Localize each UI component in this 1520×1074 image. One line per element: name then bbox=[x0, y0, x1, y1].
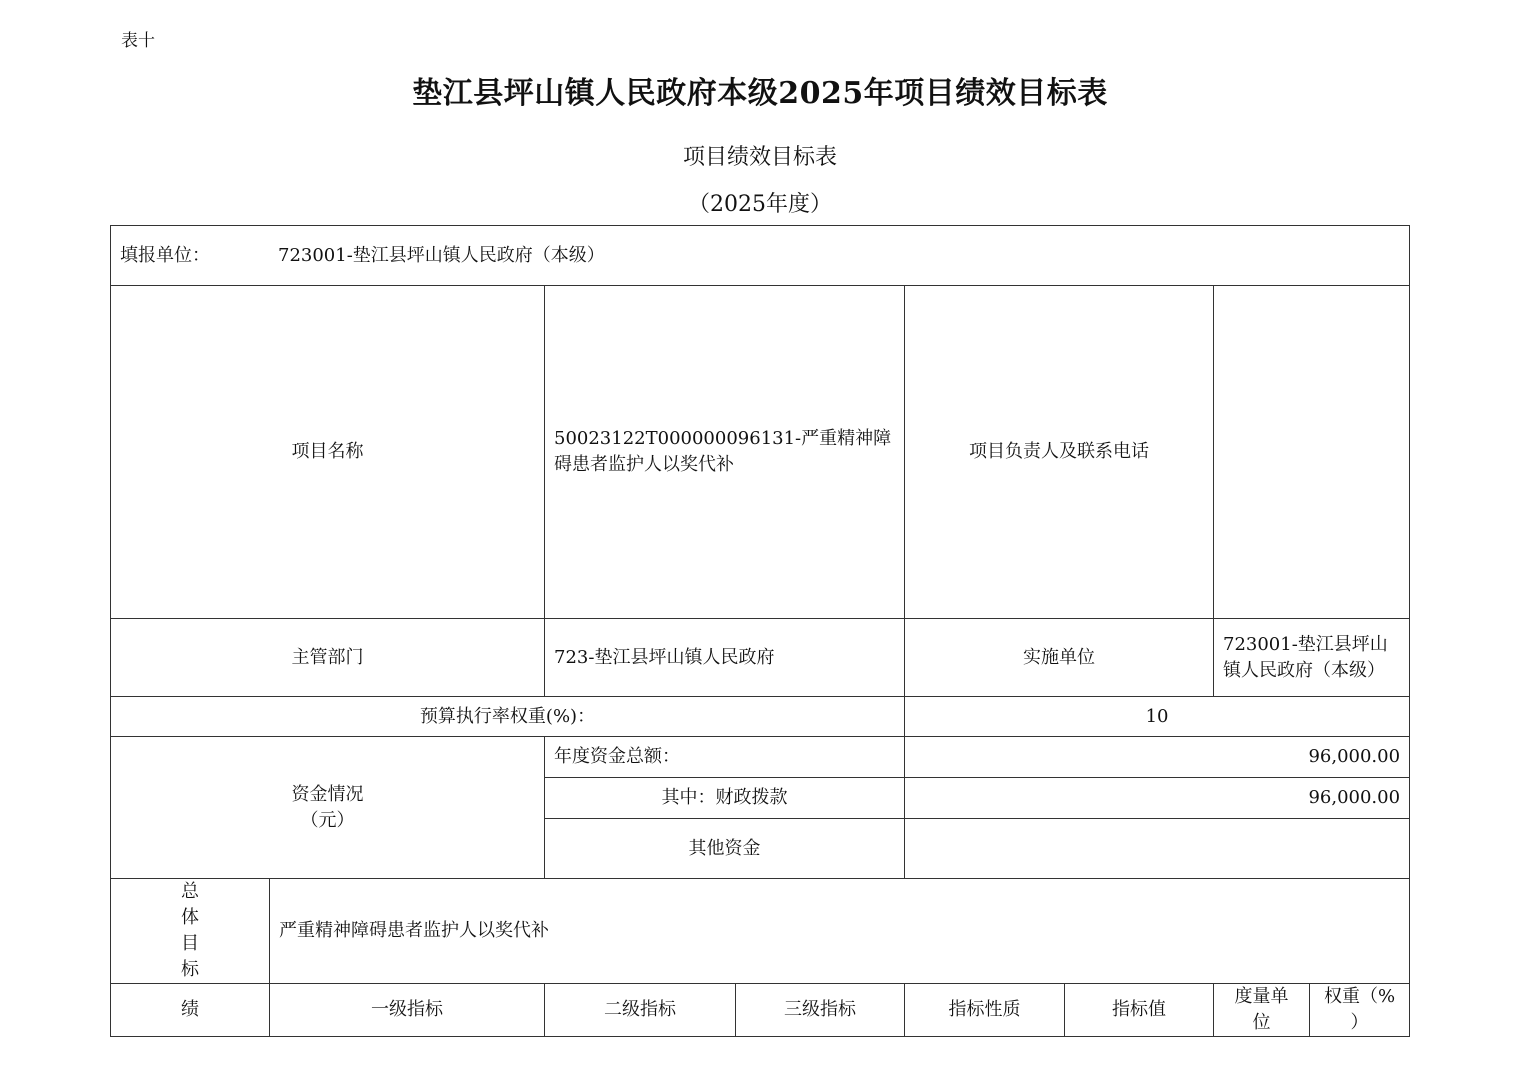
dept-row bbox=[111, 619, 1410, 697]
project-contact-value bbox=[1214, 286, 1410, 619]
impl-unit-label: 实施单位 bbox=[905, 619, 1214, 697]
goal-value: 严重精神障碍患者监护人以奖代补 bbox=[270, 879, 1410, 984]
indicator-col-performance: 绩 bbox=[111, 984, 270, 1037]
funds-total-value: 96,000.00 bbox=[905, 737, 1410, 778]
indicator-col-level3: 三级指标 bbox=[736, 984, 905, 1037]
document-title: 垫江县坪山镇人民政府本级2025年项目绩效目标表 bbox=[412, 76, 1108, 111]
project-name-label: 项目名称 bbox=[111, 286, 545, 619]
project-row bbox=[111, 286, 1410, 619]
funds-fiscal-value: 96,000.00 bbox=[905, 778, 1410, 819]
unit-row bbox=[111, 226, 1410, 286]
budget-weight-value: 10 bbox=[905, 697, 1410, 737]
indicator-col-unit bbox=[1214, 984, 1310, 1037]
indicator-col-unit-line1: 度量单 bbox=[1234, 986, 1289, 1007]
indicator-col-nature: 指标性质 bbox=[905, 984, 1065, 1037]
document-year: （2025年度） bbox=[688, 192, 832, 217]
project-contact-label: 项目负责人及联系电话 bbox=[905, 286, 1214, 619]
goal-row bbox=[111, 879, 1410, 984]
table-number-label: 表十 bbox=[121, 31, 155, 51]
impl-unit-value: 723001-垫江县坪山镇人民政府（本级） bbox=[1214, 619, 1410, 697]
indicators-header-row bbox=[111, 984, 1410, 1037]
funds-label-line2: （元） bbox=[300, 809, 355, 831]
dept-label: 主管部门 bbox=[111, 619, 545, 697]
project-name-value: 50023122T000000096131-严重精神障碍患者监护人以奖代补 bbox=[545, 286, 905, 619]
funds-fiscal-label: 其中：财政拨款 bbox=[545, 778, 905, 819]
unit-value: 723001-垫江县坪山镇人民政府（本级） bbox=[278, 244, 605, 266]
funds-total-row bbox=[111, 737, 1410, 778]
funds-label bbox=[111, 737, 545, 879]
indicator-col-value: 指标值 bbox=[1065, 984, 1214, 1037]
budget-weight-label: 预算执行率权重(%)： bbox=[111, 697, 905, 737]
funds-label-line1: 资金情况 bbox=[291, 783, 364, 805]
goal-label-char: 总 bbox=[181, 881, 199, 902]
goal-label-char: 体 bbox=[181, 907, 199, 928]
document-subtitle: 项目绩效目标表 bbox=[682, 145, 837, 170]
indicator-col-weight-line1: 权重（% bbox=[1323, 986, 1396, 1007]
budget-row bbox=[111, 697, 1410, 737]
funds-other-label: 其他资金 bbox=[545, 819, 905, 879]
goal-label bbox=[111, 879, 270, 984]
indicator-col-level2: 二级指标 bbox=[545, 984, 736, 1037]
goal-label-char: 目 bbox=[181, 933, 199, 954]
unit-label: 填报单位： bbox=[120, 244, 210, 266]
indicator-col-unit-line2: 位 bbox=[1252, 1012, 1271, 1033]
funds-total-label: 年度资金总额： bbox=[545, 737, 905, 778]
unit-cell bbox=[111, 226, 1410, 286]
dept-value: 723-垫江县坪山镇人民政府 bbox=[545, 619, 905, 697]
indicator-col-level1: 一级指标 bbox=[270, 984, 545, 1037]
goal-label-char: 标 bbox=[181, 959, 199, 980]
performance-target-table bbox=[110, 225, 1410, 1037]
indicator-col-weight bbox=[1310, 984, 1410, 1037]
indicator-col-weight-line2: ） bbox=[1350, 1012, 1369, 1033]
funds-other-value bbox=[905, 819, 1410, 879]
